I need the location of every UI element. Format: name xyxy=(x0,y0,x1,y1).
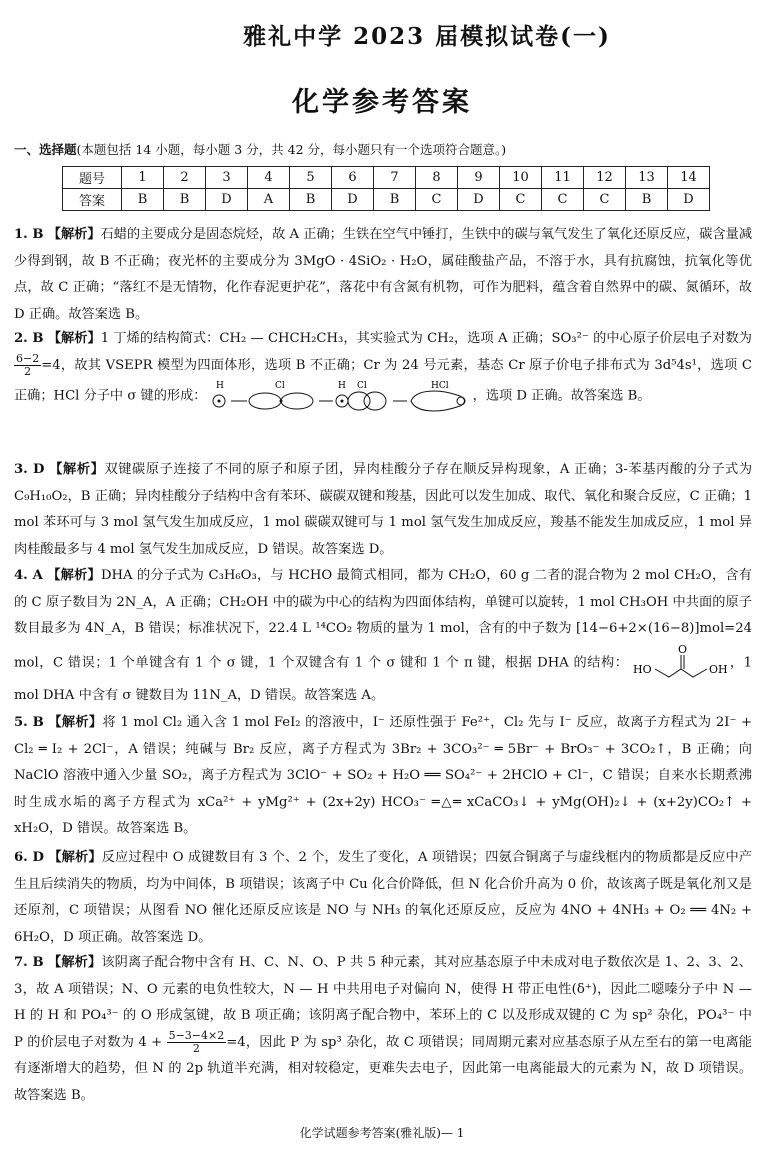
q2-tag: 【解析】 xyxy=(47,331,101,346)
question-number-cell: 12 xyxy=(584,167,626,189)
diagram-label-cl1: Cl xyxy=(274,381,285,391)
q7-fraction: $\frac{5-3-4\times 2}{2}$ xyxy=(168,1028,225,1055)
explanation-q2 xyxy=(14,326,752,413)
document-title: 化学参考答案 xyxy=(292,87,472,118)
q4-text-a: DHA 的分子式为 C₃H₆O₃，与 HCHO 最简式相同，都为 CH₂O，60 g 二者的混合物为 2 mol CH₂O，含有的 C 原子数目为 2N_A，A 正确；CH₂OH 中的碳为中心的结构为四面体结构，单键可以旋转，1 mol CH₃OH 中共面的原子数目最多为 4N_A，B 错误；标准状况下，22.4 L ¹⁴CO₂ 物质的量为 1 mol，含有的中子数为 [14−6+2×(16−8)]mol=24 mol，C 错误；1 个单键含有 1 个 σ 键，1 个双键含有 1 个 σ 键和 1 个 π 键，根据 DHA 的结构： xyxy=(14,568,752,670)
q1-tag: 【解析】 xyxy=(47,227,101,242)
answer-cell: C xyxy=(416,189,458,211)
q7-text-b: =4，因此 P 为 sp³ 杂化，故 C 项错误；同周期元素对应基态原子从左至右的第一电离能有逐渐增大的趋势，但 N 的 2p 轨道半充满，相对较稳定，更难失去电子，因此第一电离能最大的元素为 N，故 D 项错误。故答案选 B。 xyxy=(14,1034,752,1103)
q3-answer: 3. D xyxy=(14,462,45,477)
q2-text-c: ，选项 D 正确。故答案选 B。 xyxy=(472,388,651,404)
section-label: 一、选择题 xyxy=(14,142,77,157)
page-footer: 化学试题参考答案(雅礼版)— 1 xyxy=(299,1126,465,1140)
q6-tag: 【解析】 xyxy=(48,850,102,865)
question-number-cell: 1 xyxy=(122,167,164,189)
q2-answer: 2. B xyxy=(14,331,44,346)
explanation-q4 xyxy=(14,563,752,709)
q6-answer: 6. D xyxy=(14,850,44,865)
answer-cell: C xyxy=(542,189,584,211)
q1-answer: 1. B xyxy=(14,227,44,242)
q2-fraction: $\frac{6-2}{2}$ xyxy=(16,351,40,378)
diagram-label-h2: H xyxy=(337,381,346,391)
table-header-cell: 答案 xyxy=(63,189,122,211)
explanation-q1 xyxy=(14,222,752,328)
question-number-cell: 8 xyxy=(416,167,458,189)
question-number-cell: 7 xyxy=(374,167,416,189)
section-description: (本题包括 14 小题，每小题 3 分，共 42 分，每小题只有一个选项符合题意。) xyxy=(76,142,507,157)
q2-text-b: =4，故其 VSEPR 模型为四面体形，选项 B 不正确；Cr 为 24 号元素，基态 Cr 原子价电子排布式为 3d⁵4s¹，选项 C 正确；HCl 分子中 σ 键的形成： xyxy=(14,357,752,404)
answer-table-row-numbers xyxy=(63,167,710,189)
answer-cell: A xyxy=(248,189,290,211)
question-number-cell: 2 xyxy=(164,167,206,189)
answer-cell: D xyxy=(458,189,500,211)
q2-text-a: 1 丁烯的结构简式：CH₂ — CHCH₂CH₃，其实验式为 CH₂，选项 A 正确；SO₃²⁻ 的中心原子价层电子对数为 xyxy=(100,331,752,346)
dha-structure xyxy=(633,643,729,683)
question-number-cell: 3 xyxy=(206,167,248,189)
q7-tag: 【解析】 xyxy=(48,955,102,970)
question-number-cell: 6 xyxy=(332,167,374,189)
struct-label-oh: OH xyxy=(709,662,728,676)
answer-cell: B xyxy=(290,189,332,211)
struct-label-ho: HO xyxy=(633,662,652,676)
table-header-cell: 题号 xyxy=(63,167,122,189)
q4-answer: 4. A xyxy=(14,568,43,583)
school-title: 雅礼中学 2023 届模拟试卷(一) xyxy=(243,23,611,50)
diagram-label-cl2: Cl xyxy=(356,381,367,391)
q1-text: 石蜡的主要成分是固态烷烃，故 A 正确；生铁在空气中锤打，生铁中的碳与氧气发生了氧化还原反应，碳含量减少得到钢，故 B 不正确；夜光杯的主要成分为 3MgO · 4SiO₂ · H₂O，属硅酸盐产品，不溶于水，具有抗腐蚀，抗氧化等优点，故 C 正确；“落红不是无情物，化作春泥更护花”，落花中有含氮有机物，可作为肥料，蕴含着自然界中的碳、氮循环，故 D 正确。故答案选 B。 xyxy=(14,227,753,322)
q5-tag: 【解析】 xyxy=(48,715,103,730)
question-number-cell: 14 xyxy=(668,167,710,189)
section-heading xyxy=(14,140,754,158)
q6-text: 反应过程中 O 成键数目有 3 个、2 个，发生了变化，A 项错误；四氨合铜离子与虚线框内的物质都是反应中产生且后续消失的物质，均为中间体，B 项错误；该离子中 Cu 化合价降低，但 N 化合价升高为 0 价，故该离子既是氧化剂又是还原剂，C 项错误；从图看 NO 催化还原反应该是 NO 与 NH₃ 的氧化还原反应，反应为 4NO + 4NH₃ + O₂ ══ 4N₂ + 6H₂O，D 项正确。故答案选 D。 xyxy=(14,850,752,945)
answer-cell: B xyxy=(122,189,164,211)
answer-table xyxy=(62,166,710,211)
question-number-cell: 10 xyxy=(500,167,542,189)
answer-cell: B xyxy=(164,189,206,211)
answer-cell: D xyxy=(332,189,374,211)
struct-label-o: O xyxy=(678,642,688,656)
answer-cell: D xyxy=(206,189,248,211)
explanation-q5 xyxy=(14,710,752,843)
question-number-cell: 4 xyxy=(248,167,290,189)
q3-text: 双键碳原子连接了不同的原子和原子团，异肉桂酸分子存在顺反异构现象，A 正确；3-苯基丙酸的分子式为 C₉H₁₀O₂，B 正确；异肉桂酸分子结构中含有苯环、碳碳双键和羧基，因此可以发生加成、取代、氧化和聚合反应，C 正确；1 mol 苯环可与 3 mol 氢气发生加成反应，1 mol 碳碳双键可与 1 mol 氢气发生加成反应，羧基不能发生加成反应，1 mol 异肉桂酸最多与 4 mol 氢气发生加成反应，D 错误。故答案选 D。 xyxy=(14,462,753,557)
diagram-label-hcl: HCl xyxy=(430,381,449,391)
q3-tag: 【解析】 xyxy=(49,462,105,477)
answer-table-row-answers xyxy=(63,189,710,211)
explanation-q7 xyxy=(14,950,752,1109)
explanation-q3 xyxy=(14,457,752,563)
answer-cell: C xyxy=(500,189,542,211)
q4-tag: 【解析】 xyxy=(47,568,101,583)
answer-cell: C xyxy=(584,189,626,211)
explanation-q6 xyxy=(14,845,752,951)
answer-cell: D xyxy=(668,189,710,211)
q5-answer: 5. B xyxy=(14,715,44,730)
q5-text: 将 1 mol Cl₂ 通入含 1 mol FeI₂ 的溶液中，I⁻ 还原性强于 Fe²⁺，Cl₂ 先与 I⁻ 反应，故离子方程式为 2I⁻ + Cl₂ ═ I₂ + 2Cl⁻，A 错误；纯碱与 Br₂ 反应，离子方程式为 3Br₂ + 3CO₃²⁻ ═ 5Br⁻ + BrO₃⁻ + 3CO₂↑，B 正确；向 NaClO 溶液中通入少量 SO₂，离子方程式为 3ClO⁻ + SO₂ + H₂O ══ SO₄²⁻ + 2HClO + Cl⁻，C 错误；自来水长期煮沸时生成水垢的离子方程式为 xCa²⁺ + yMg²⁺ + (2x+2y) HCO₃⁻ ═△═ xCaCO₃↓ + yMg(OH)₂↓ + (x+2y)CO₂↑ + xH₂O，D 错误。故答案选 B。 xyxy=(14,715,752,836)
q4-text-b: ，1 mol DHA 中含有 σ 键数目为 11N_A，D 错误。故答案选 A。 xyxy=(14,655,752,703)
question-number-cell: 5 xyxy=(290,167,332,189)
question-number-cell: 11 xyxy=(542,167,584,189)
question-number-cell: 13 xyxy=(626,167,668,189)
answer-cell: B xyxy=(626,189,668,211)
q7-text-a: 该阴离子配合物中含有 H、C、N、O、P 共 5 种元素，其对应基态原子中未成对电子数依次是 1、2、3、2、3，故 A 项错误；N、O 元素的电负性较大，N — H 中共用电子对偏向 N，使得 H 带正电性(δ⁺)，因此二噁嗪分子中 N — H 的 H 和 PO₄³⁻ 的 O 形成氢键，故 B 项正确；该阴离子配合物中，苯环上的 C 以及形成双键的 C 为 sp² 杂化，PO₄³⁻ 中 P 的价层电子对数为 4 + xyxy=(14,955,752,1050)
answer-cell: B xyxy=(374,189,416,211)
q7-answer: 7. B xyxy=(14,955,44,970)
hcl-sigma-bond-diagram xyxy=(211,379,473,413)
question-number-cell: 9 xyxy=(458,167,500,189)
diagram-label-h1: H xyxy=(215,381,224,391)
